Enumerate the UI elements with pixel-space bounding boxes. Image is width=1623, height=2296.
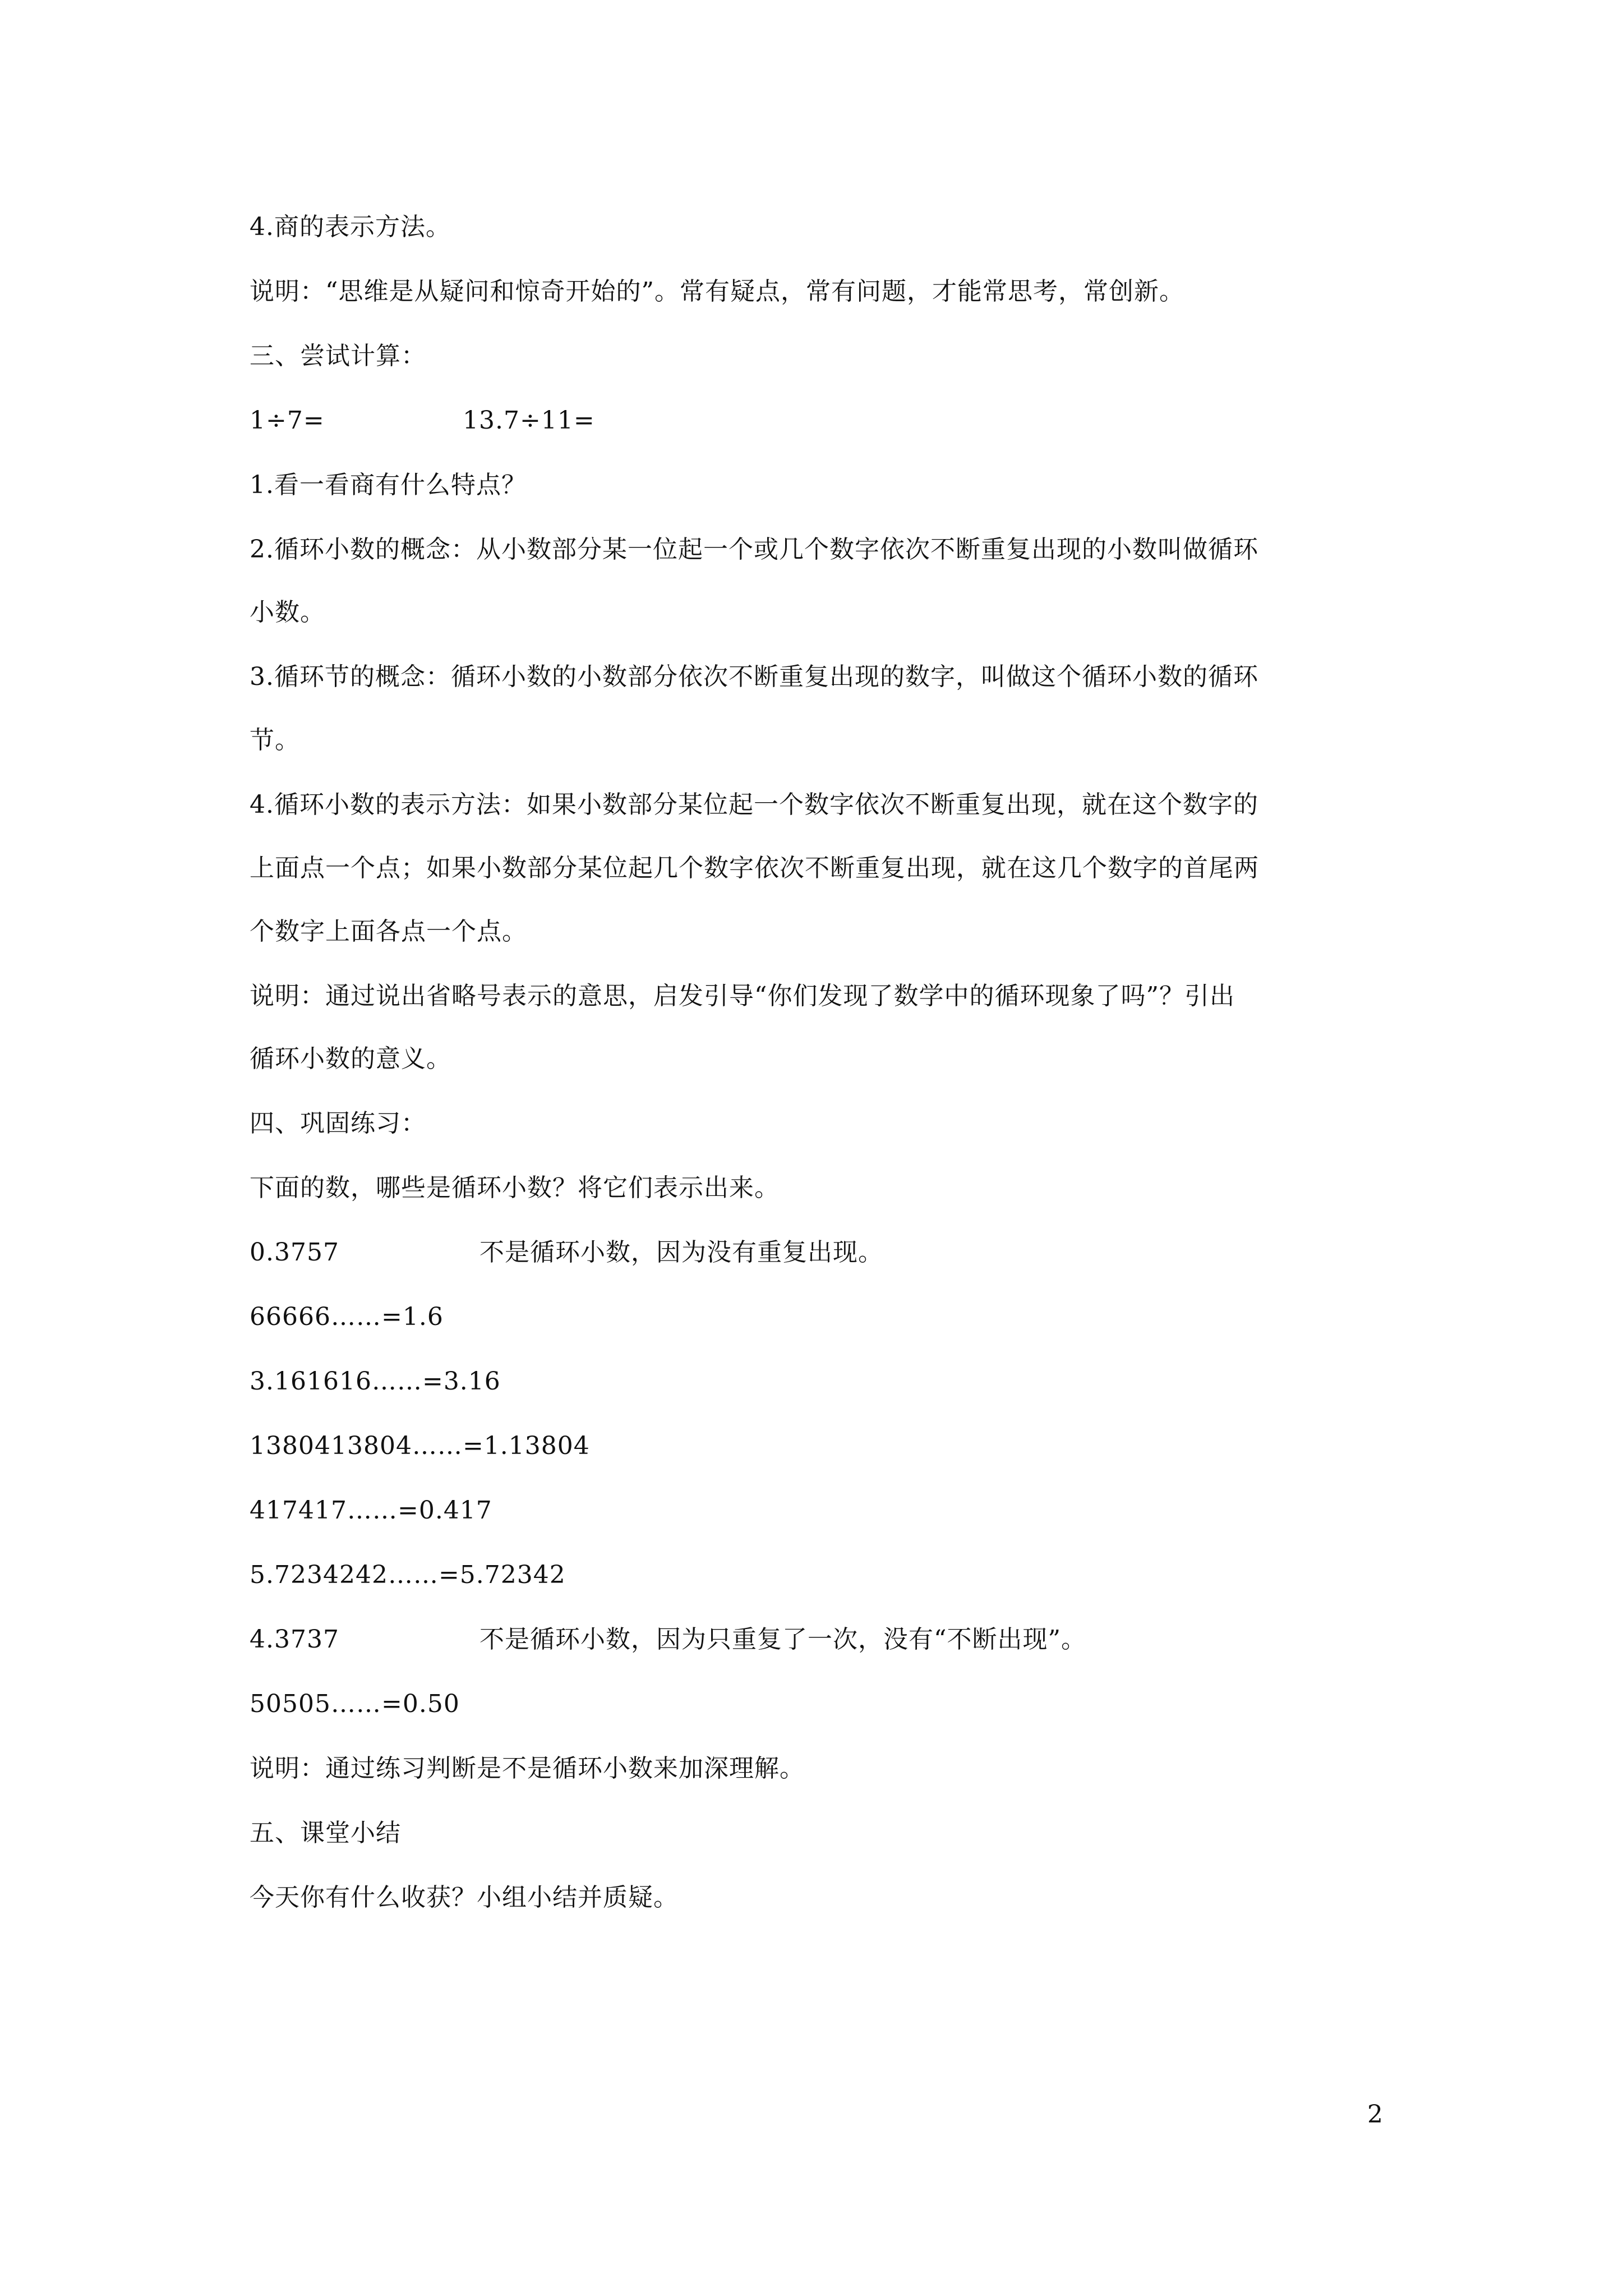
exercise-item-answer: 不是循环小数，因为没有重复出现。 bbox=[479, 1238, 883, 1267]
item-observe-quotient: 1.看一看商有什么特点？ bbox=[250, 471, 527, 499]
section-item-quotient-notation: 4.商的表示方法。 bbox=[250, 213, 451, 241]
note-exercise: 说明：通过练习判断是不是循环小数来加深理解。 bbox=[250, 1754, 805, 1783]
definition-repeating-block-cont: 节。 bbox=[250, 726, 300, 754]
notation-rule-1: 4.循环小数的表示方法：如果小数部分某位起一个数字依次不断重复出现，就在这个数字的 bbox=[250, 790, 1258, 819]
notation-rule-3: 个数字上面各点一个点。 bbox=[250, 917, 527, 946]
exercise-item: 3.161616……=3.16 bbox=[250, 1367, 501, 1396]
calc-expression-2: 13.7÷11= bbox=[463, 406, 595, 435]
note-ellipsis: 说明：通过说出省略号表示的意思，启发引导“你们发现了数学中的循环现象了吗”？引出 bbox=[250, 982, 1235, 1010]
exercise-item: 66666……=1.6 bbox=[250, 1303, 444, 1331]
definition-repeating-decimal-cont: 小数。 bbox=[250, 598, 325, 627]
summary-prompt: 今天你有什么收获？小组小结并质疑。 bbox=[250, 1883, 679, 1912]
exercise-item: 417417……=0.417 bbox=[250, 1496, 492, 1525]
definition-repeating-decimal: 2.循环小数的概念：从小数部分某一位起一个或几个数字依次不断重复出现的小数叫做循环 bbox=[250, 535, 1258, 564]
note-thinking: 说明：“思维是从疑问和惊奇开始的”。常有疑点，常有问题，才能常思考，常创新。 bbox=[250, 277, 1184, 306]
exercise-item-number: 0.3757 bbox=[250, 1238, 339, 1267]
definition-repeating-block: 3.循环节的概念：循环小数的小数部分依次不断重复出现的数字，叫做这个循环小数的循环 bbox=[250, 662, 1258, 691]
section-heading-4: 四、巩固练习： bbox=[250, 1109, 426, 1138]
exercise-item: 1380413804……=1.13804 bbox=[250, 1432, 590, 1460]
exercise-item-number: 4.3737 bbox=[250, 1625, 339, 1654]
note-ellipsis-cont: 循环小数的意义。 bbox=[250, 1045, 451, 1073]
exercise-item-answer: 不是循环小数，因为只重复了一次，没有“不断出现”。 bbox=[479, 1625, 1086, 1654]
section-heading-5: 五、课堂小结 bbox=[250, 1819, 401, 1847]
notation-rule-2: 上面点一个点；如果小数部分某位起几个数字依次不断重复出现，就在这几个数字的首尾两 bbox=[250, 854, 1259, 882]
calc-expression-1: 1÷7= bbox=[250, 406, 325, 435]
exercise-item: 5.7234242……=5.72342 bbox=[250, 1561, 566, 1589]
section-heading-3: 三、尝试计算： bbox=[250, 342, 426, 370]
page-number: 2 bbox=[1367, 2100, 1383, 2129]
exercise-item: 50505……=0.50 bbox=[250, 1690, 460, 1718]
exercise-prompt: 下面的数，哪些是循环小数？将它们表示出来。 bbox=[250, 1174, 780, 1202]
